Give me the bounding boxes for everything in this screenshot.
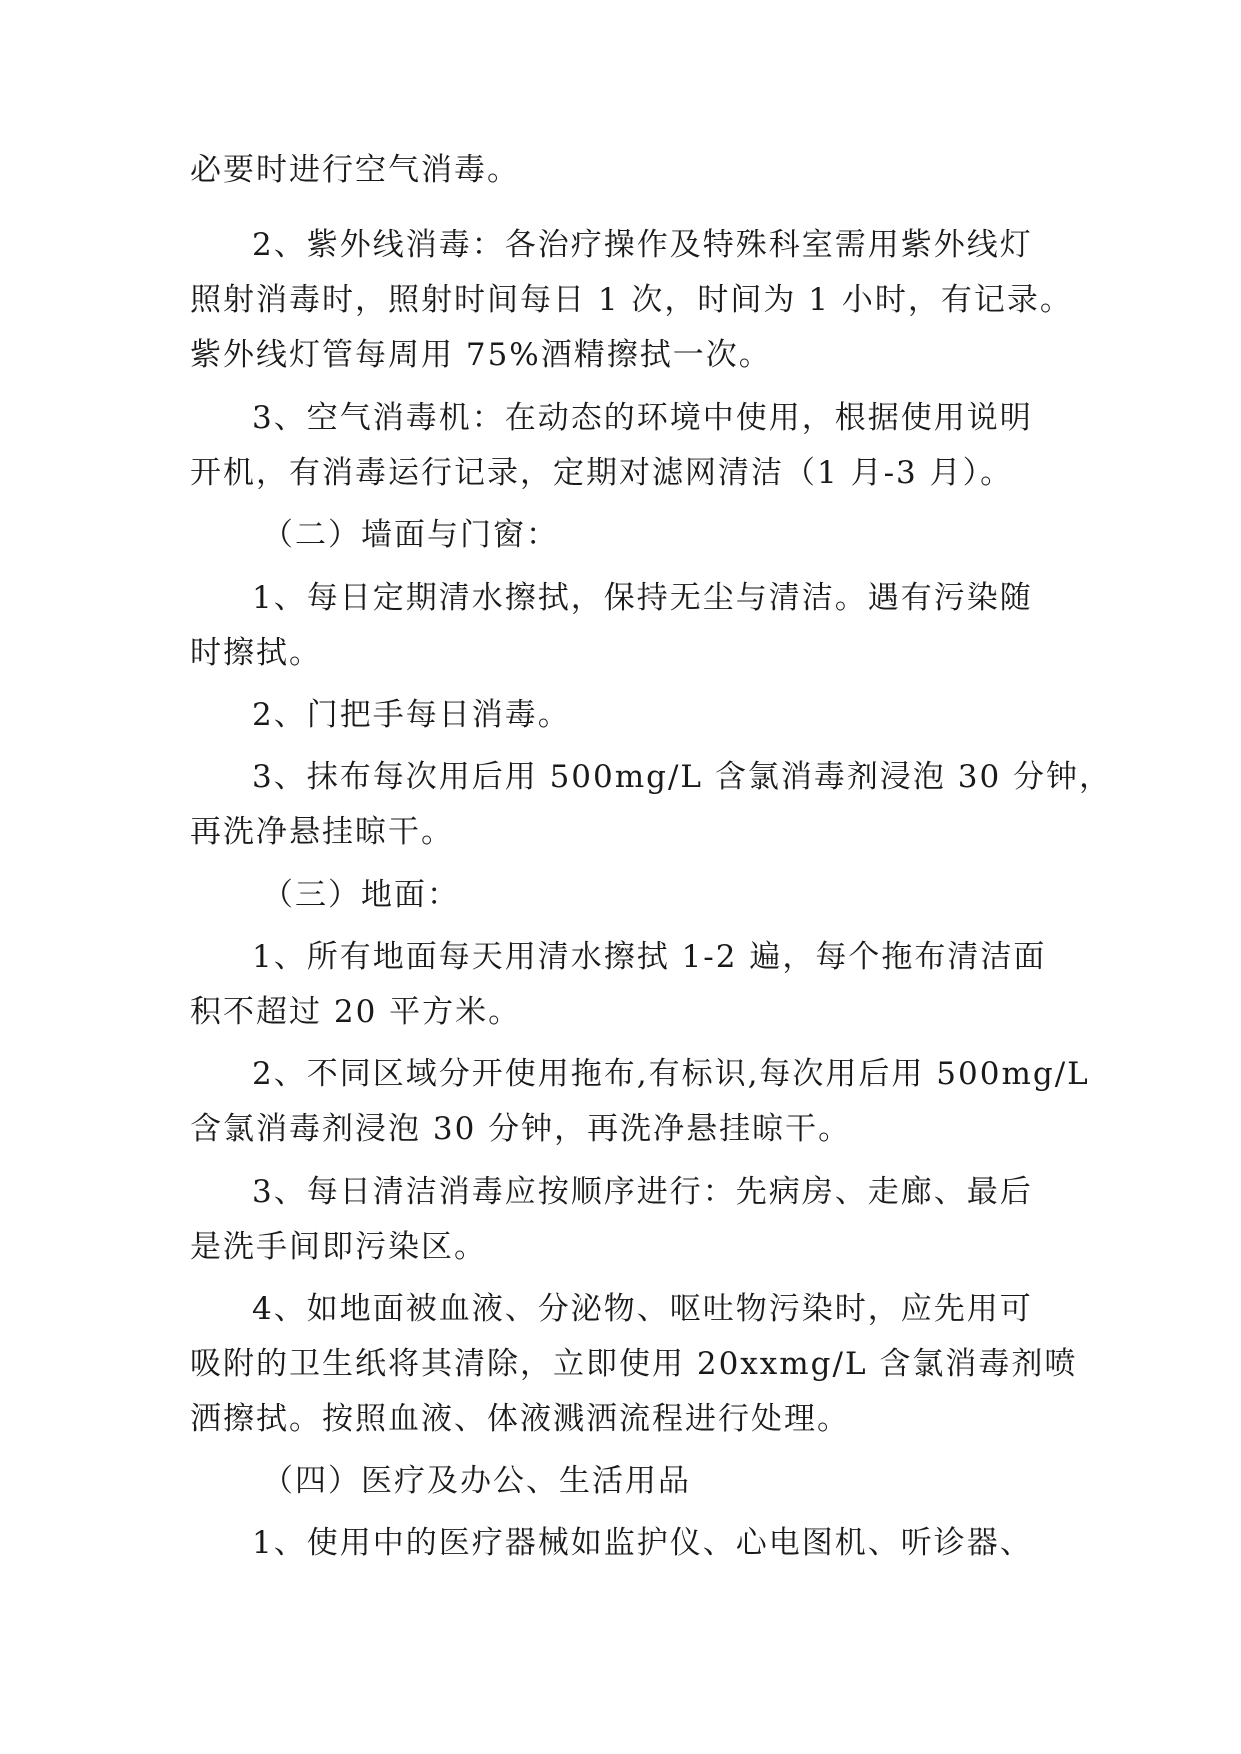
text-line: 2、紫外线消毒：各治疗操作及特殊科室需用紫外线灯 (252, 227, 1033, 263)
text-line: 照射消毒时，照射时间每日 1 次，时间为 1 小时，有记录。 (190, 282, 1073, 318)
section-heading: （三）地面： (262, 877, 460, 913)
text-line: 3、空气消毒机：在动态的环境中使用，根据使用说明 (252, 400, 1033, 436)
text-line: 1、使用中的医疗器械如监护仪、心电图机、听诊器、 (252, 1525, 1033, 1561)
text-line: 必要时进行空气消毒。 (190, 152, 520, 188)
text-line: 1、所有地面每天用清水擦拭 1-2 遍，每个拖布清洁面 (252, 939, 1047, 975)
text-line: 含氯消毒剂浸泡 30 分钟，再洗净悬挂晾干。 (190, 1111, 852, 1147)
section-heading: （四）医疗及办公、生活用品 (262, 1463, 691, 1499)
text-line: 紫外线灯管每周用 75%酒精擦拭一次。 (190, 337, 772, 373)
text-line: 3、抹布每次用后用 500mg/L 含氯消毒剂浸泡 30 分钟， (252, 759, 1113, 795)
text-line: 是洗手间即污染区。 (190, 1229, 487, 1265)
section-heading: （二）墙面与门窗： (262, 517, 559, 553)
text-line: 开机，有消毒运行记录，定期对滤网清洁（1 月-3 月）。 (190, 455, 1014, 491)
text-line: 时擦拭。 (190, 635, 322, 671)
text-line: 2、不同区域分开使用拖布,有标识,每次用后用 500mg/L (252, 1056, 1090, 1092)
text-line: 洒擦拭。按照血液、体液溅洒流程进行处理。 (190, 1401, 850, 1437)
text-line: 1、每日定期清水擦拭，保持无尘与清洁。遇有污染随 (252, 580, 1033, 616)
text-line: 3、每日清洁消毒应按顺序进行：先病房、走廊、最后 (252, 1174, 1033, 1210)
text-line: 再洗净悬挂晾干。 (190, 814, 454, 850)
text-line: 2、门把手每日消毒。 (252, 697, 571, 733)
text-line: 积不超过 20 平方米。 (190, 994, 522, 1030)
text-line: 吸附的卫生纸将其清除，立即使用 20xxmg/L 含氯消毒剂喷 (190, 1346, 1078, 1382)
text-line: 4、如地面被血液、分泌物、呕吐物污染时，应先用可 (252, 1291, 1033, 1327)
